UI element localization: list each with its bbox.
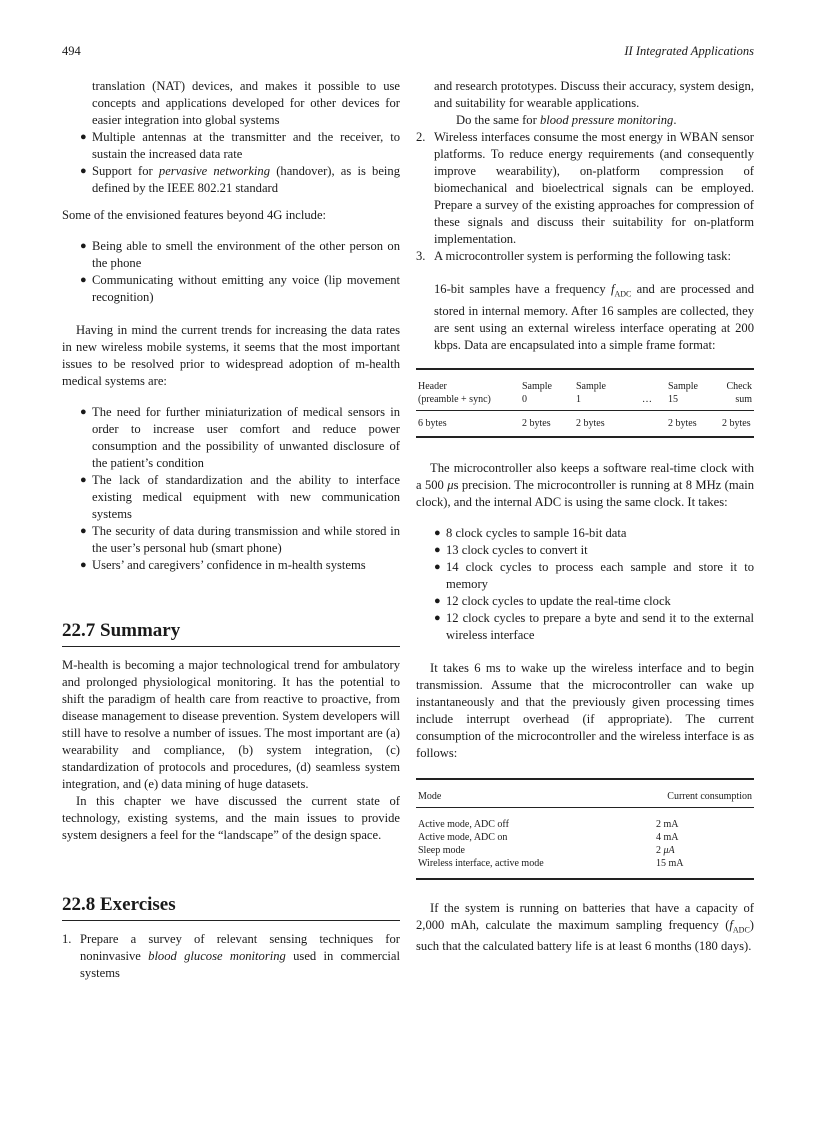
table-row <box>416 807 754 831</box>
table-header-cell: 1 <box>576 393 581 405</box>
list-item: ● The security of data during transmission and while stored in the user’s personal hub (smart phone) <box>80 524 400 555</box>
list-item: ● 13 clock cycles to convert it <box>434 542 588 557</box>
issues-bullets <box>62 404 400 574</box>
exercises-heading: 22.8 Exercises <box>62 894 400 921</box>
running-header: II Integrated Applications <box>624 44 754 58</box>
exercise-item: and research prototypes. Discuss their accuracy, system design, and suitability for wearable applications. Do the same for blood pressure monitoring. <box>434 79 754 127</box>
list-item: ● Users’ and caregivers’ confidence in m-health systems <box>80 558 366 572</box>
table-cell: 15 mA <box>656 857 684 869</box>
page-number: 494 <box>62 44 81 58</box>
bullet-icon: ● <box>80 559 87 571</box>
table-header-cell: 15 <box>668 393 678 405</box>
bullet-icon: ● <box>80 406 87 418</box>
bullet-icon: ● <box>434 560 441 573</box>
table-header-cell: Header <box>418 380 447 392</box>
network-bullets <box>62 78 400 197</box>
table-row <box>416 410 754 437</box>
exercise-1-followup: Do the same for blood pressure monitoring. <box>456 113 677 127</box>
table-cell: Sleep mode <box>418 844 465 856</box>
beyond-4g-bullets <box>62 238 400 306</box>
list-item: ● 14 clock cycles to process each sample and store it to memory <box>434 559 754 591</box>
frame-format-table <box>416 368 754 438</box>
clock-bullets <box>416 525 754 644</box>
list-item: ● 12 clock cycles to prepare a byte and send it to the external wireless interface <box>434 610 754 642</box>
wake-paragraph: It takes 6 ms to wake up the wireless interface and to begin transmission. Assume that the microcontroller can wake up instantaneously and that the previously given processing times include interrupt overhead (if appropriate). The current consumption of the microcontroller and the wireless interface is as follows: <box>416 660 754 760</box>
bullet-icon: ● <box>80 165 87 177</box>
battery-paragraph: If the system is running on batteries that have a capacity of 2,000 mAh, calculate the maximum sampling frequency $(f_{ADC})$ such that the calculated battery life is at least 6 months (180 days). <box>416 900 754 954</box>
bullet-icon: ● <box>80 240 87 252</box>
bullet-icon: ● <box>434 594 441 607</box>
summary-paragraph-2: In this chapter we have discussed the current state of technology, existing systems, and the main issues to provide system designers a feel for the “landscape” of the design space. <box>62 794 400 842</box>
summary-paragraph-1: M-health is becoming a major technological trend for ambulatory and prolonged physiological monitoring. It has the potential to shift the paradigm of health care from reactive to proactive, from disease management to disease prevention. System developers will still have to resolve a number of issues. The most important are (a) wearability and compliance, (b) system integration, (c) standardization of protocols and procedures, (d) seamless system integration, and (e) data mining of huge datasets. <box>62 658 400 791</box>
table-cell: Active mode, ADC on <box>418 831 508 843</box>
exercise-item: 2. Wireless interfaces consume the most energy in WBAN sensor platforms. To reduce energy requirements (and consequently improve wearability), on-platform compression of biomechanical and bioelectrical signals can be employed. Prepare a survey of the existing approaches for compression of these signals and discuss their suitability for on-platform implementation. <box>416 130 754 246</box>
summary-heading: 22.7 Summary <box>62 620 400 647</box>
list-item: ● Being able to smell the environment of the other person on the phone <box>80 239 400 270</box>
list-item: ● Multiple antennas at the transmitter and the receiver, to sustain the increased data rate <box>80 130 400 161</box>
exercise-item: 1. Prepare a survey of relevant sensing techniques for noninvasive blood glucose monitoring used in commercial systems <box>62 932 400 980</box>
table-cell: 2 mA <box>656 818 679 830</box>
list-item: translation (NAT) devices, and makes it possible to use concepts and applications developed for other devices for easier integration into global systems <box>92 79 400 127</box>
table-header-cell: (preamble + sync) <box>418 393 491 405</box>
table-cell: 2 bytes <box>722 417 751 429</box>
table-header-cell: Check sum <box>726 380 752 405</box>
table-header-cell: Current consumption <box>654 779 754 808</box>
table-row <box>416 844 754 857</box>
bullet-icon: ● <box>434 611 441 624</box>
table-header-cell: Mode <box>416 779 654 808</box>
table-row <box>416 831 754 844</box>
list-item: ● Support for pervasive networking (handover), as is being defined by the IEEE 802.21 standard <box>80 164 400 195</box>
current-consumption-table <box>416 778 754 880</box>
list-item: ● 8 clock cycles to sample 16-bit data <box>434 525 627 540</box>
list-item: ● The lack of standardization and the ability to interface existing medical equipment with new communication systems <box>80 473 400 521</box>
table-header-cell: … <box>642 393 652 405</box>
table-cell: 6 bytes <box>418 417 447 429</box>
table-row <box>416 857 754 879</box>
right-column <box>416 78 754 955</box>
table-cell: 4 mA <box>656 831 679 843</box>
table-cell: 2 bytes <box>576 417 605 429</box>
bullet-icon: ● <box>80 474 87 486</box>
list-item: ● 12 clock cycles to update the real-time clock <box>434 593 671 608</box>
left-column <box>62 78 400 982</box>
table-cell: Active mode, ADC off <box>418 818 509 830</box>
list-item: ● The need for further miniaturization of medical sensors in order to increase user comfort and reduce power consumption and the possibility of unwanted disclosure of the patient’s condition <box>80 405 400 470</box>
bullet-icon: ● <box>434 543 441 556</box>
bullet-icon: ● <box>434 526 441 539</box>
bullet-icon: ● <box>80 131 87 143</box>
bullet-icon: ● <box>80 525 87 537</box>
trends-paragraph: Having in mind the current trends for increasing the data rates in new wireless mobile systems, it seems that the most important issues to be resolved prior to widespread adoption of m-health medical systems are: <box>62 323 400 388</box>
sample-paragraph: 16-bit samples have a frequency $f_{ADC}$ and are processed and stored in internal memory. After 16 samples are collected, they are sent using an external wireless interface operating at 200 kbps. Data are encapsulated into a simple frame format: <box>434 282 754 352</box>
table-cell: 2 bytes <box>522 417 551 429</box>
list-item: ● Communicating without emitting any voice (lip movement recognition) <box>80 273 400 304</box>
clock-paragraph: The microcontroller also keeps a software real-time clock with a 500 μs precision. The microcontroller is running at 8 MHz (main clock), and the internal ADC is using the same clock. It takes: <box>416 460 755 509</box>
exercise-list <box>62 931 400 982</box>
table-header-cell: Sample <box>522 380 552 392</box>
table-cell: 2 μA <box>656 844 675 856</box>
table-header-cell: 0 <box>522 393 527 405</box>
table-header-cell: Sample <box>576 380 606 392</box>
exercise-item: 3. A microcontroller system is performing the following task: <box>416 249 731 263</box>
bullet-icon: ● <box>80 274 87 286</box>
table-cell: Wireless interface, active mode <box>418 857 544 869</box>
exercise-list-continued <box>416 78 754 265</box>
table-cell: 2 bytes <box>668 417 697 429</box>
beyond-4g-intro: Some of the envisioned features beyond 4G include: <box>62 208 327 222</box>
table-header-cell: Sample <box>668 380 698 392</box>
